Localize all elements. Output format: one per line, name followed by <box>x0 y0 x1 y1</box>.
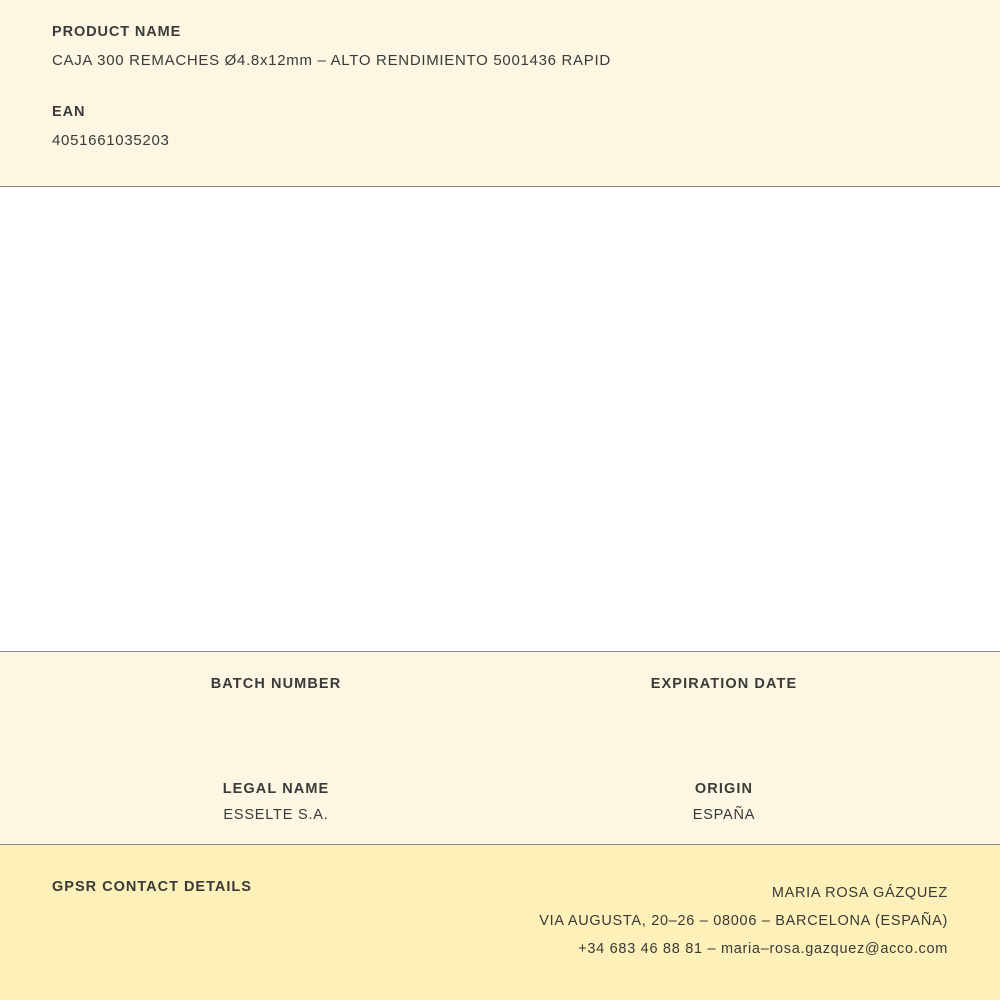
ean-group <box>52 104 948 151</box>
ean-value: 4051661035203 <box>52 132 170 150</box>
expiration-date-label: EXPIRATION DATE <box>650 676 798 692</box>
batch-number-column <box>52 676 500 718</box>
legal-origin-row <box>52 781 948 824</box>
origin-label: ORIGIN <box>694 781 754 798</box>
product-name-label: PRODUCT NAME <box>52 24 182 40</box>
contact-address: VIA AUGUSTA, 20–26 – 08006 – BARCELONA (ESPAÑA) <box>539 913 948 929</box>
product-name-value: CAJA 300 REMACHES Ø4.8x12mm – ALTO RENDIMIENTO 5001436 RAPID <box>52 52 611 70</box>
origin-column <box>500 781 948 824</box>
origin-value: ESPAÑA <box>692 806 756 823</box>
blank-image-area <box>0 187 1000 652</box>
ean-label: EAN <box>52 103 86 120</box>
batch-number-label: BATCH NUMBER <box>210 676 342 692</box>
batch-number-value <box>52 701 500 718</box>
legal-name-label: LEGAL NAME <box>222 781 330 798</box>
contact-name: MARIA ROSA GÁZQUEZ <box>771 885 948 901</box>
batch-legal-block <box>0 652 1000 845</box>
gpsr-contact-block <box>0 845 1000 1000</box>
gpsr-contact-details <box>539 879 948 963</box>
legal-name-column <box>52 781 500 824</box>
product-info-block <box>0 0 1000 187</box>
batch-expiration-row <box>52 676 948 718</box>
contact-phone-email: +34 683 46 88 81 – maria–rosa.gazquez@acco.com <box>578 941 948 957</box>
gpsr-contact-label: GPSR CONTACT DETAILS <box>52 879 252 895</box>
legal-name-value: ESSELTE S.A. <box>223 806 329 823</box>
expiration-date-column <box>500 676 948 718</box>
expiration-date-value <box>500 701 948 718</box>
